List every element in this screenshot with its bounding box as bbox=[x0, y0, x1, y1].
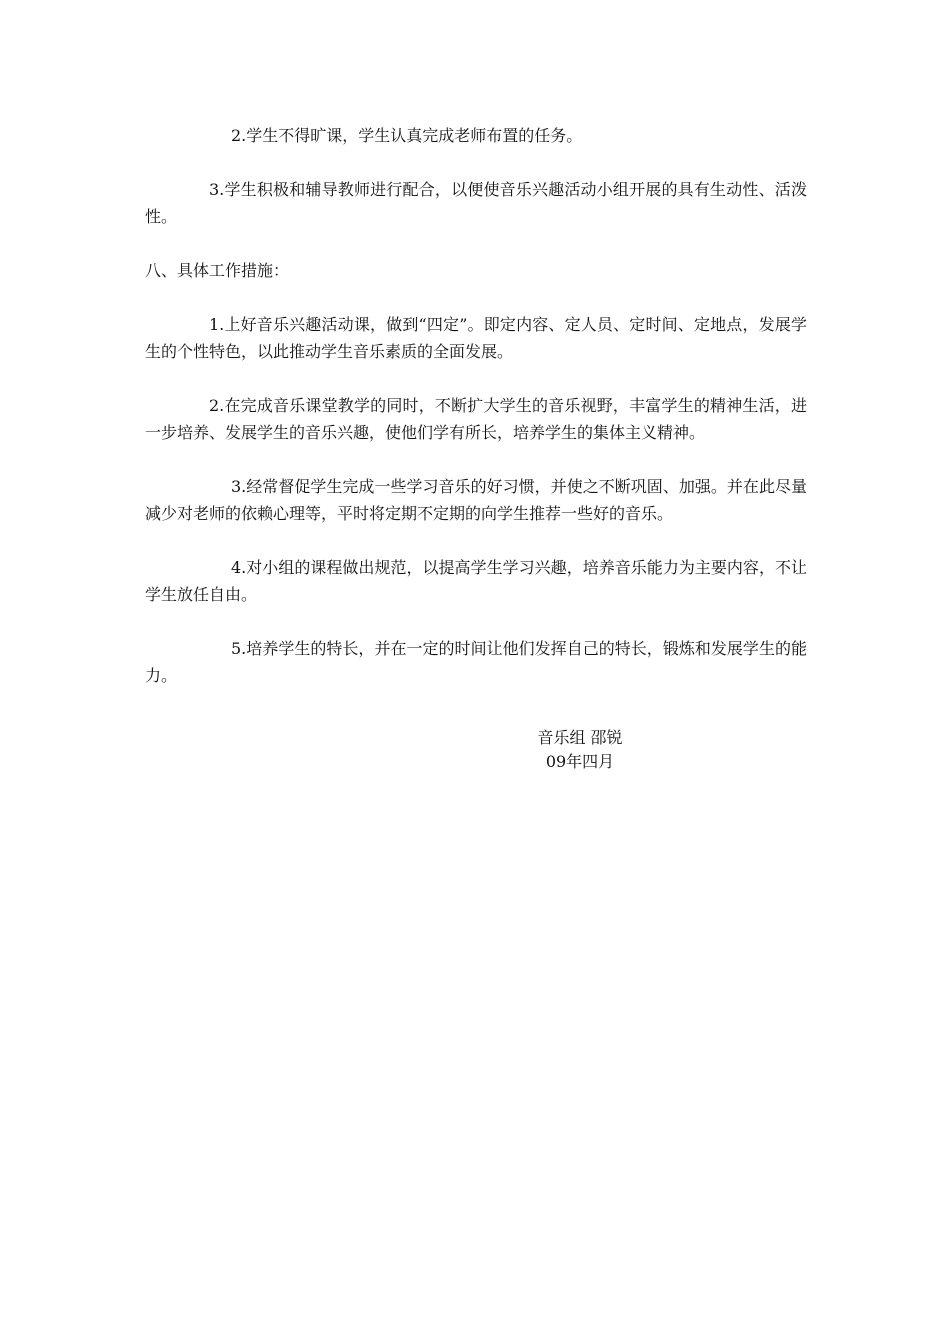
paragraph-measure-3: 3.经常督促学生完成一些学习音乐的好习惯，并使之不断巩固、加强。并在此尽量减少对老师的依赖心理等，平时将定期不定期的向学生推荐一些好的音乐。 bbox=[145, 477, 807, 523]
signature-date: 09年四月 bbox=[545, 752, 615, 771]
signature-author: 音乐组 邵锐 bbox=[537, 728, 623, 747]
paragraph-measure-2: 2.在完成音乐课堂教学的同时，不断扩大学生的音乐视野，丰富学生的精神生活，进一步培养、发展学生的音乐兴趣，使他们学有所长，培养学生的集体主义精神。 bbox=[145, 396, 807, 442]
paragraph-requirement-2: 2.学生不得旷课，学生认真完成老师布置的任务。 bbox=[231, 126, 583, 145]
paragraph-requirement-3: 3.学生积极和辅导教师进行配合，以便使音乐兴趣活动小组开展的具有生动性、活泼性。 bbox=[145, 180, 807, 226]
document-body bbox=[145, 122, 807, 716]
paragraph-measure-1: 1.上好音乐兴趣活动课，做到“四定”。即定内容、定人员、定时间、定地点，发展学生的个性特色，以此推动学生音乐素质的全面发展。 bbox=[145, 315, 807, 361]
paragraph-measure-5: 5.培养学生的特长，并在一定的时间让他们发挥自己的特长，锻炼和发展学生的能力。 bbox=[145, 639, 807, 685]
signature-block bbox=[505, 726, 655, 774]
section-heading-measures: 八、具体工作措施： bbox=[145, 261, 290, 280]
paragraph-measure-4: 4.对小组的课程做出规范，以提高学生学习兴趣，培养音乐能力为主要内容，不让学生放任自由。 bbox=[145, 558, 807, 604]
